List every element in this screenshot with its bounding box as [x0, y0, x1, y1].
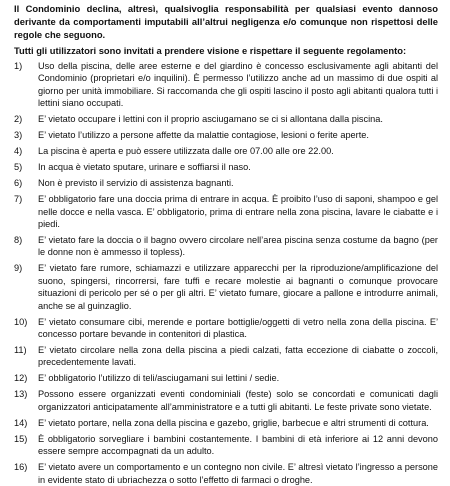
intro-paragraph: Il Condominio declina, altresì, qualsivoglia responsabilità per qualsiasi evento dannoso derivante da comportamenti imputabili all’altrui negligenza e/o comunque non rispettosi delle regole che seguono. — [14, 3, 438, 40]
rule-text: E’ vietato portare, nella zona della piscina e gazebo, griglie, barbecue e altri strumenti di cottura. — [38, 417, 429, 428]
rule-number: 14) — [14, 417, 28, 428]
rule-item — [14, 316, 438, 341]
rule-number: 7) — [14, 194, 23, 205]
rule-number: 6) — [14, 178, 23, 189]
rule-text: E’ vietato circolare nella zona della piscina a piedi calzati, fatta eccezione di ciabatte o zoccoli, precedentemente lavati. — [38, 345, 438, 368]
rule-number: 11) — [14, 345, 27, 356]
rule-number: 12) — [14, 373, 28, 384]
rule-item — [14, 372, 438, 384]
rule-item — [14, 129, 438, 141]
rule-item — [14, 433, 438, 458]
rule-text: E’ obbligatorio l’utilizzo di teli/asciugamani sui lettini / sedie. — [38, 373, 280, 384]
rule-number: 13) — [14, 389, 28, 400]
rule-item — [14, 461, 438, 486]
rule-item — [14, 417, 438, 429]
rules-heading: Tutti gli utilizzatori sono invitati a prendere visione e rispettare il seguente regolamento: — [14, 45, 407, 56]
rule-text: La piscina è aperta e può essere utilizzata dalle ore 07.00 alle ore 22.00. — [38, 146, 334, 157]
rule-number: 10) — [14, 316, 28, 327]
rule-text: E’ vietato avere un comportamento e un contegno non civile. E’ altresì vietato l’ingresso a persone in evidente stato di ubriachezza o sotto l’effetto di farmaci o droghe. — [38, 462, 438, 485]
rule-number: 4) — [14, 146, 23, 157]
rule-text: E’ vietato fare rumore, schiamazzi e utilizzare apparecchi per la riproduzione/amplificazione del suono, spingersi, rincorrersi, fare tuffi e recare molestie ai bagnanti o comunque provocare situazioni di pericolo per sé o per gli altri. E’ vietato fumare, giocare a pallone e introdurre animali, anche se al guinzaglio. — [38, 263, 438, 311]
rule-number: 2) — [14, 114, 23, 125]
rule-text: In acqua è vietato sputare, urinare e soffiarsi il naso. — [38, 162, 251, 173]
rule-text: Possono essere organizzati eventi condominiali (feste) solo se concordati e comunicati dagli organizzatori anticipatamente all’amministratore e a tutti gli abitanti. Le feste private sono vietate. — [38, 389, 438, 412]
rule-text: Uso della piscina, delle aree esterne e del giardino è concesso esclusivamente agli abitanti del Condominio (proprietari e/o inquilini). È permesso l’utilizzo anche ad un massimo di due ospiti al giorno per unità immobiliare. Si raccomanda che gli ospiti lascino il posto agli abitanti qualora tutti i lettini siano occupati. — [38, 61, 438, 109]
rule-item — [14, 262, 438, 312]
rule-item — [14, 113, 438, 125]
rule-number: 3) — [14, 130, 23, 141]
rule-item — [14, 177, 438, 189]
rule-item — [14, 193, 438, 230]
rule-item — [14, 161, 438, 173]
rule-number: 9) — [14, 263, 23, 274]
rule-number: 15) — [14, 433, 28, 444]
rule-text: E’ vietato l’utilizzo a persone affette da malattie contagiose, lesioni o ferite aperte. — [38, 130, 369, 141]
rule-item — [14, 388, 438, 413]
rule-number: 1) — [14, 61, 23, 71]
rule-text: E’ vietato fare la doccia o il bagno ovvero circolare nell’area piscina senza costume da bagno (per le donne non è ammesso il topless). — [38, 235, 438, 258]
rule-text: E’ vietato occupare i lettini con il proprio asciugamano se ci si allontana dalla piscina. — [38, 114, 383, 125]
rule-number: 16) — [14, 462, 28, 473]
rule-item — [14, 60, 438, 110]
rule-text: E’ obbligatorio fare una doccia prima di entrare in acqua. È proibito l’uso di saponi, shampoo e gel nelle docce e nella vasca. E’ obbligatorio, prima di entrare nella zona piscina, lavare le ciabatte e i piedi. — [38, 194, 438, 230]
rule-item — [14, 344, 438, 369]
rule-number: 8) — [14, 235, 23, 246]
rules-list — [14, 60, 438, 486]
rule-text: È obbligatorio sorvegliare i bambini costantemente. I bambini di età inferiore ai 12 anni devono essere sempre accompagnati da un adulto. — [38, 433, 438, 457]
rule-item — [14, 145, 438, 157]
rule-item — [14, 234, 438, 259]
rule-text: Non è previsto il servizio di assistenza bagnanti. — [38, 178, 234, 189]
rule-number: 5) — [14, 162, 23, 173]
rule-text: E’ vietato consumare cibi, merende e portare bottiglie/oggetti di vetro nella zona della piscina. E’ concesso portare bevande in contenitori di plastica. — [38, 316, 438, 340]
